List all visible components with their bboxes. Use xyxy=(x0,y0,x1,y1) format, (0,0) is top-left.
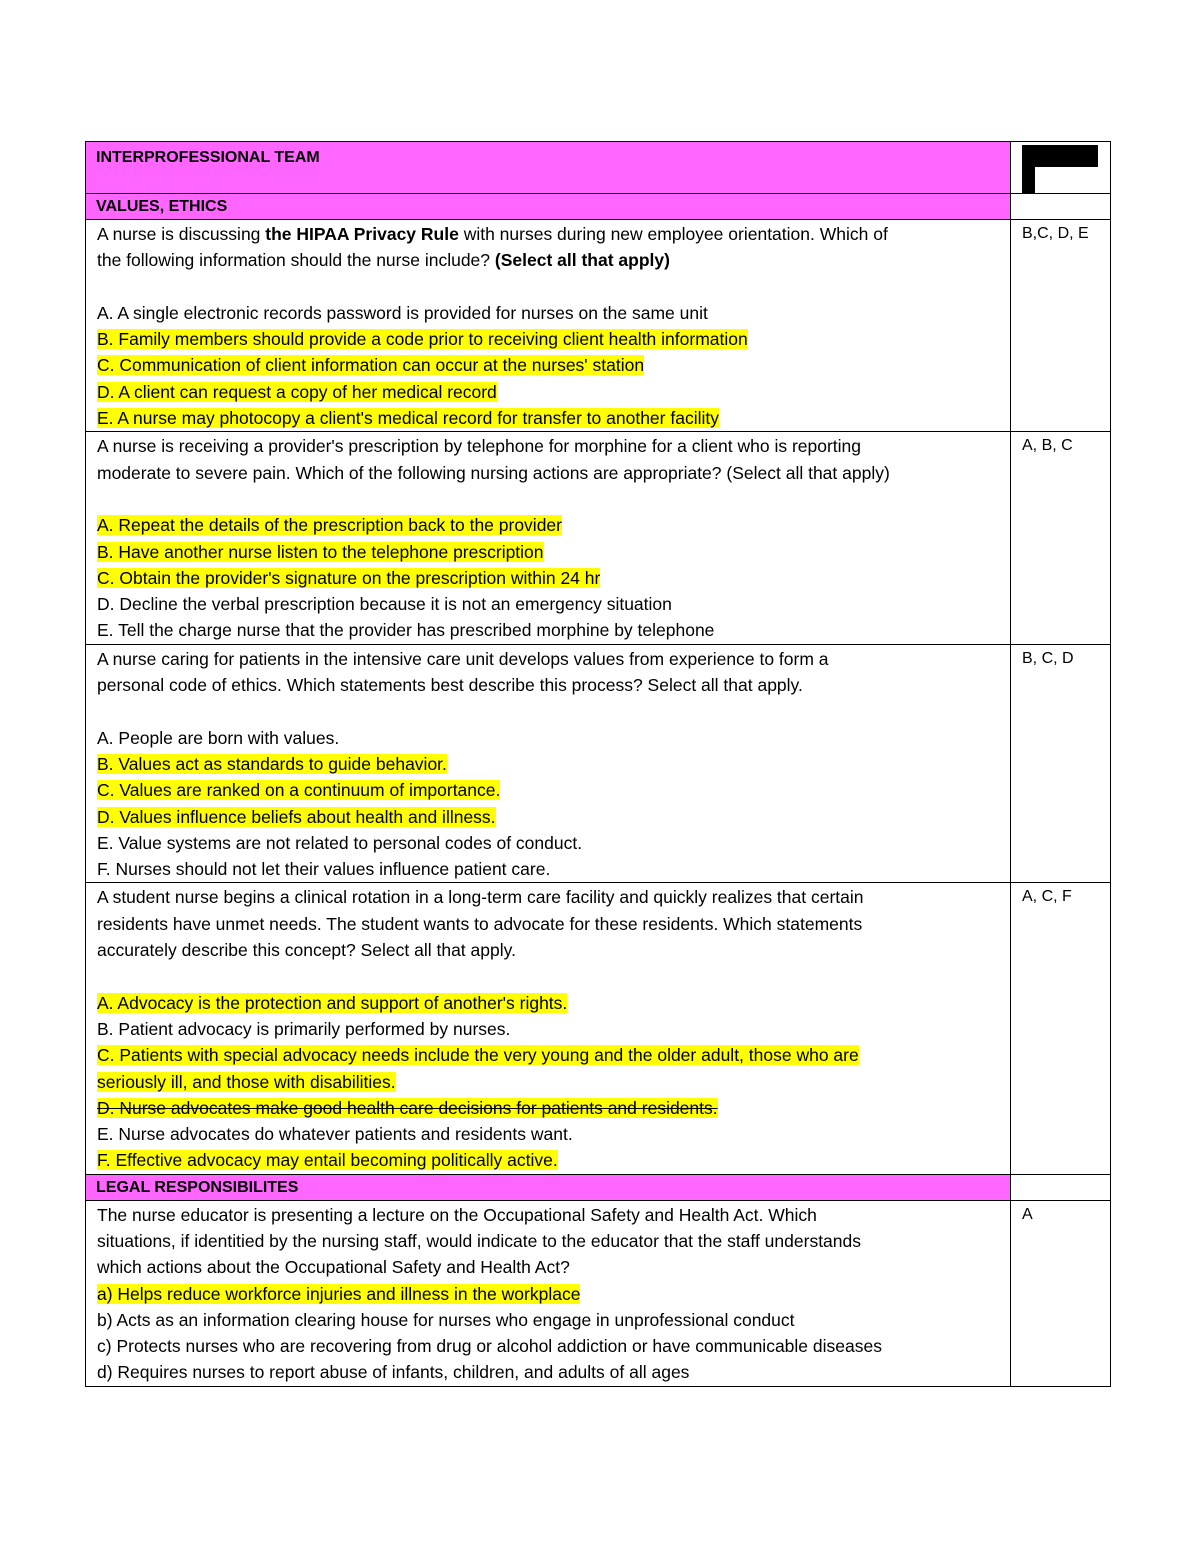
answer-option xyxy=(97,1359,1010,1385)
highlighted-option-text: F. Effective advocacy may entail becoming politically active. xyxy=(97,1150,558,1171)
question-stem-line xyxy=(97,646,1010,672)
highlighted-option-text: A. Advocacy is the protection and support of another's rights. xyxy=(97,992,568,1013)
question-stem-line xyxy=(97,1254,1010,1280)
answer-option xyxy=(97,1147,1010,1173)
answer-cell xyxy=(1011,883,1111,1174)
answer-option xyxy=(97,591,1010,617)
page-title: INTERPROFESSIONAL TEAM xyxy=(96,149,320,166)
answer-option xyxy=(97,405,1010,431)
answer-option xyxy=(97,1307,1010,1333)
question-cell xyxy=(86,644,1011,883)
question-stem-line xyxy=(97,433,1010,459)
highlighted-option-text: a) Helps reduce workforce injuries and illness in the workplace xyxy=(97,1283,581,1304)
spacer xyxy=(97,486,1010,512)
answer-cell xyxy=(1011,1200,1111,1386)
answer-option xyxy=(97,751,1010,777)
question-cell xyxy=(86,883,1011,1174)
highlighted-option-text: C. Obtain the provider's signature on the prescription within 24 hr xyxy=(97,567,601,588)
stem-text: The nurse educator is presenting a lecture on the Occupational Safety and Health Act. Which xyxy=(97,1204,817,1225)
option-text: D. Decline the verbal prescription because it is not an emergency situation xyxy=(97,594,672,615)
question-row xyxy=(86,644,1111,883)
option-text: c) Protects nurses who are recovering from drug or alcohol addiction or have communicable diseases xyxy=(97,1336,882,1357)
highlighted-option-text: C. Values are ranked on a continuum of importance. xyxy=(97,780,501,801)
answer-key: A, B, C xyxy=(1022,437,1073,455)
question-row xyxy=(86,220,1111,432)
option-text: A. A single electronic records password is provided for nurses on the same unit xyxy=(97,302,708,323)
answer-option xyxy=(97,352,1010,378)
question-cell xyxy=(86,1200,1011,1386)
question-stem-line xyxy=(97,1228,1010,1254)
option-text: F. Nurses should not let their values influence patient care. xyxy=(97,859,551,880)
highlighted-option-text: D. Nurse advocates make good health care decisions for patients and residents. xyxy=(97,1097,718,1118)
stem-text: (Select all that apply) xyxy=(494,250,670,271)
question-stem-line xyxy=(97,911,1010,937)
highlighted-option-text: A. Repeat the details of the prescription back to the provider xyxy=(97,515,562,536)
question-row xyxy=(86,883,1111,1174)
flag-cell xyxy=(1011,142,1111,194)
stem-text: the HIPAA Privacy Rule xyxy=(265,224,459,244)
stem-text: which actions about the Occupational Safety and Health Act? xyxy=(97,1257,570,1278)
option-text: E. Value systems are not related to personal codes of conduct. xyxy=(97,832,583,853)
answer-cell xyxy=(1011,220,1111,432)
answer-option xyxy=(97,1281,1010,1307)
question-stem-line xyxy=(97,672,1010,698)
title-cell xyxy=(86,142,1011,194)
document-page xyxy=(85,141,1110,1387)
answer-option xyxy=(97,990,1010,1016)
answer-cell xyxy=(1011,644,1111,883)
question-body xyxy=(86,645,1010,883)
answer-option xyxy=(97,1042,1010,1068)
answer-key: B,C, D, E xyxy=(1022,225,1089,242)
question-row xyxy=(86,1200,1111,1386)
spacer xyxy=(97,963,1010,989)
answer-option xyxy=(97,1333,1010,1359)
stem-text: A nurse caring for patients in the intensive care unit develops values from experience to form a xyxy=(97,648,829,669)
option-text: b) Acts as an information clearing house for nurses who engage in unprofessional conduct xyxy=(97,1309,795,1330)
question-stem-line xyxy=(97,884,1010,910)
question-body xyxy=(86,432,1010,643)
question-cell xyxy=(86,432,1011,644)
answer-cell xyxy=(1011,432,1111,644)
section-cell xyxy=(86,1174,1011,1200)
answer-option xyxy=(97,1121,1010,1147)
stem-text: A nurse is receiving a provider's prescription by telephone for morphine for a client who is reporting xyxy=(97,436,862,457)
answer-option xyxy=(97,300,1010,326)
spacer xyxy=(97,698,1010,724)
section-cell xyxy=(86,194,1011,220)
study-table xyxy=(85,141,1111,1387)
section-title: VALUES, ETHICS xyxy=(96,198,228,215)
answer-option xyxy=(97,539,1010,565)
highlighted-option-text: C. Patients with special advocacy needs include the very young and the older adult, those who are xyxy=(97,1045,859,1066)
option-text: E. Tell the charge nurse that the provider has prescribed morphine by telephone xyxy=(97,620,715,641)
question-body xyxy=(86,1201,1010,1386)
question-stem-line xyxy=(97,937,1010,963)
answer-key: B, C, D xyxy=(1022,649,1074,667)
answer-option xyxy=(97,565,1010,591)
empty-answer-cell xyxy=(1011,1174,1111,1200)
question-stem-line xyxy=(97,247,1010,273)
option-text: d) Requires nurses to report abuse of infants, children, and adults of all ages xyxy=(97,1362,690,1383)
answer-option xyxy=(97,617,1010,643)
empty-answer-cell xyxy=(1011,194,1111,220)
answer-key: A, C, F xyxy=(1022,888,1072,906)
section-row-legal xyxy=(86,1174,1111,1200)
stem-text: A student nurse begins a clinical rotation in a long-term care facility and quickly realizes that certain xyxy=(97,887,864,908)
question-cell xyxy=(86,220,1011,432)
stem-text: moderate to severe pain. Which of the following nursing actions are appropriate? (Select all that apply) xyxy=(97,462,890,483)
question-stem-line xyxy=(97,460,1010,486)
answer-option xyxy=(97,1095,1010,1121)
question-stem-line xyxy=(97,221,1010,247)
highlighted-option-text: seriously ill, and those with disabilities. xyxy=(97,1071,396,1092)
highlighted-option-text: B. Have another nurse listen to the telephone prescription xyxy=(97,541,544,562)
answer-key: A xyxy=(1022,1205,1033,1223)
answer-option xyxy=(97,830,1010,856)
title-row xyxy=(86,142,1111,194)
question-body xyxy=(86,220,1010,431)
spacer xyxy=(97,274,1010,300)
stem-text: personal code of ethics. Which statements best describe this process? Select all that apply. xyxy=(97,675,803,696)
answer-option xyxy=(97,777,1010,803)
answer-option xyxy=(97,856,1010,882)
answer-option xyxy=(97,725,1010,751)
highlighted-option-text: B. Values act as standards to guide behavior. xyxy=(97,753,447,774)
option-text: B. Patient advocacy is primarily performed by nurses. xyxy=(97,1018,511,1039)
stem-text: residents have unmet needs. The student wants to advocate for these residents. Which statements xyxy=(97,913,863,934)
option-text: A. People are born with values. xyxy=(97,727,340,748)
stem-text: situations, if identitied by the nursing staff, would indicate to the educator that the staff understands xyxy=(97,1230,862,1251)
stem-text: A nurse is discussing xyxy=(97,224,266,244)
highlighted-option-text: D. Values influence beliefs about health and illness. xyxy=(97,806,496,827)
answer-option xyxy=(97,326,1010,352)
highlighted-option-text: B. Family members should provide a code prior to receiving client health information xyxy=(97,329,748,350)
highlighted-option-text: C. Communication of client information can occur at the nurses' station xyxy=(97,355,645,376)
question-row xyxy=(86,432,1111,644)
highlighted-option-text: E. A nurse may photocopy a client's medical record for transfer to another facility xyxy=(97,408,719,429)
section-row-values-ethics xyxy=(86,194,1111,220)
answer-option xyxy=(97,1016,1010,1042)
answer-option xyxy=(97,804,1010,830)
stem-text: accurately describe this concept? Select all that apply. xyxy=(97,940,516,961)
flag-icon xyxy=(1022,145,1098,193)
question-stem-line xyxy=(97,1202,1010,1228)
answer-option xyxy=(97,512,1010,538)
answer-option xyxy=(97,1069,1010,1095)
option-text: E. Nurse advocates do whatever patients and residents want. xyxy=(97,1124,573,1145)
answer-option xyxy=(97,379,1010,405)
question-body xyxy=(86,883,1010,1173)
highlighted-option-text: D. A client can request a copy of her medical record xyxy=(97,381,497,402)
section-title: LEGAL RESPONSIBILITES xyxy=(96,1178,299,1196)
stem-text: the following information should the nurse include? xyxy=(97,250,495,271)
stem-text: with nurses during new employee orientation. Which of xyxy=(458,224,888,244)
